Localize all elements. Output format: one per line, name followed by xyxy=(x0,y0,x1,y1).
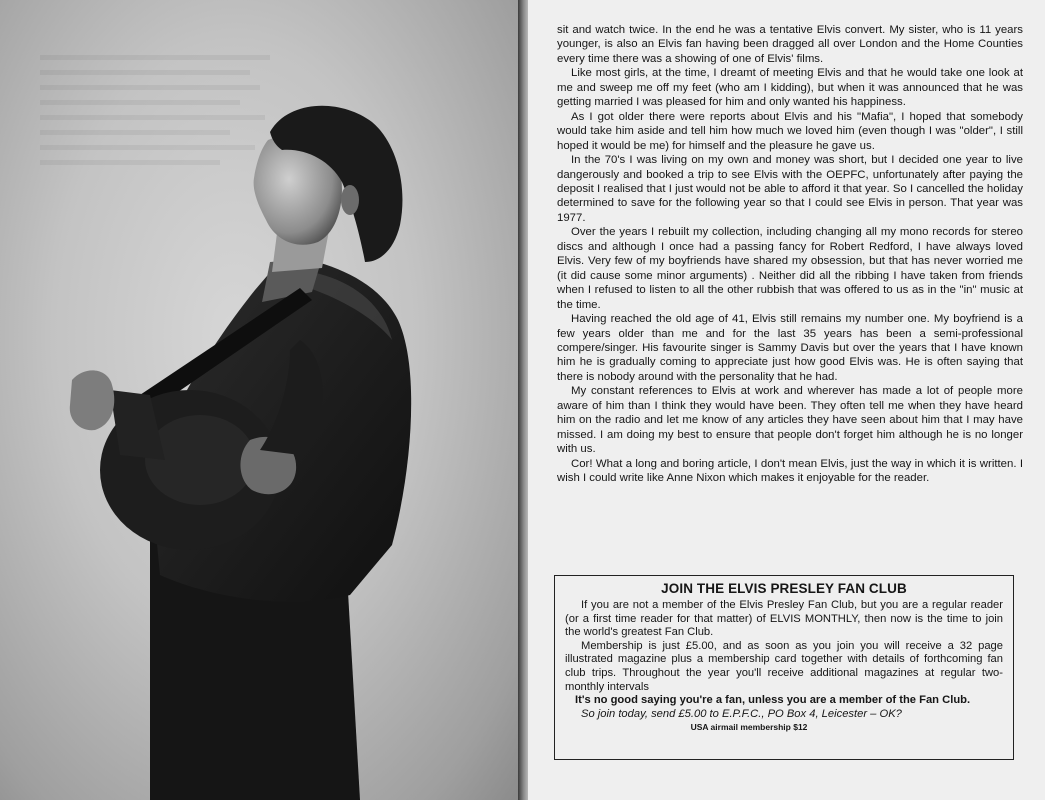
article-paragraph: sit and watch twice. In the end he was a tentative Elvis convert. My sister, who is 11 years younger, is also an Elvis fan having been dragged all over London and the Home Counties every time there was a showing of one of Elvis' films. xyxy=(557,24,1023,65)
article-paragraph: As I got older there were reports about Elvis and his "Mafia", I hoped that somebody would take him aside and tell him how much we loved him (even though I was "older", I still hoped it would be me) for himself and the pleasure he gave us. xyxy=(557,110,1023,152)
elvis-photograph xyxy=(0,0,522,800)
show-through-text xyxy=(40,55,270,165)
text-page xyxy=(528,0,1045,800)
fan-club-paragraph: If you are not a member of the Elvis Presley Fan Club, but you are a regular reader (or a first time reader for that matter) of ELVIS MONTHLY, then now is the time to join the world's greatest Fan Club. xyxy=(565,599,1003,639)
article-body xyxy=(557,23,1023,486)
article-paragraph: Cor! What a long and boring article, I don't mean Elvis, just the way in which it is written. I wish I could write like Anne Nixon which makes it enjoyable for the reader. xyxy=(557,457,1023,485)
article-paragraph: In the 70's I was living on my own and money was short, but I decided one year to live dangerously and booked a trip to see Elvis with the OEPFC, unfortunately after paying the deposit I realised that I just would not be able to afford it that year. So I cancelled the holiday determined to save for the following year so that I could see Elvis in person. That year was 1977. xyxy=(557,154,1023,224)
fan-club-address: So join today, send £5.00 to E.P.F.C., PO Box 4, Leicester – OK? xyxy=(581,707,902,720)
fan-club-body xyxy=(565,599,1003,721)
fan-club-advert xyxy=(554,575,1014,760)
article-paragraph: Like most girls, at the time, I dreamt of meeting Elvis and that he would take one look at me and sweep me off my feet (who am I kidding), but when it was announced that he was getting married I was pleased for him and only wanted his happiness. xyxy=(557,67,1023,109)
fan-club-slogan: It's no good saying you're a fan, unless you are a member of the Fan Club. xyxy=(575,694,971,707)
fan-club-title: JOIN THE ELVIS PRESLEY FAN CLUB xyxy=(661,581,907,596)
article-paragraph: My constant references to Elvis at work and wherever has made a lot of people more aware of him than I think they would have been. They often tell me when they have heard him on the radio and let me know of any articles they have seen about him that I may have missed. I am doing my best to ensure that people don't forget him although he is no longer with us. xyxy=(557,385,1023,456)
article-paragraph: Over the years I rebuilt my collection, including changing all my mono records for stereo discs and although I once had a passing fancy for Robert Redford, I have always loved Elvis. Very few of my boyfriends have shared my obsession, but that has never worried me (it did cause some minor arguments) . Neither did all the ribbing I have taken from friends when I refused to listen to all the other rubbish that was offered to us as in the "in" music at the time. xyxy=(557,226,1023,311)
airmail-note: USA airmail membership $12 xyxy=(690,722,808,733)
article-paragraph: Having reached the old age of 41, Elvis still remains my number one. My boyfriend is a few years older than me and for the last 35 years has been a semi-professional compere/singer. His favourite singer is Sammy Davis but over the years that I have known him he is gradually coming to appreciate just how good Elvis was. He is often saying that there is nobody around with the personality that he had. xyxy=(557,313,1023,383)
fan-club-paragraph: Membership is just £5.00, and as soon as you join you will receive a 32 page illustrated magazine plus a membership card together with details of forthcoming fan club trips. Throughout the year you'll receive additional magazines at regular two-monthly intervals xyxy=(565,639,1003,693)
photo-page xyxy=(0,0,522,800)
